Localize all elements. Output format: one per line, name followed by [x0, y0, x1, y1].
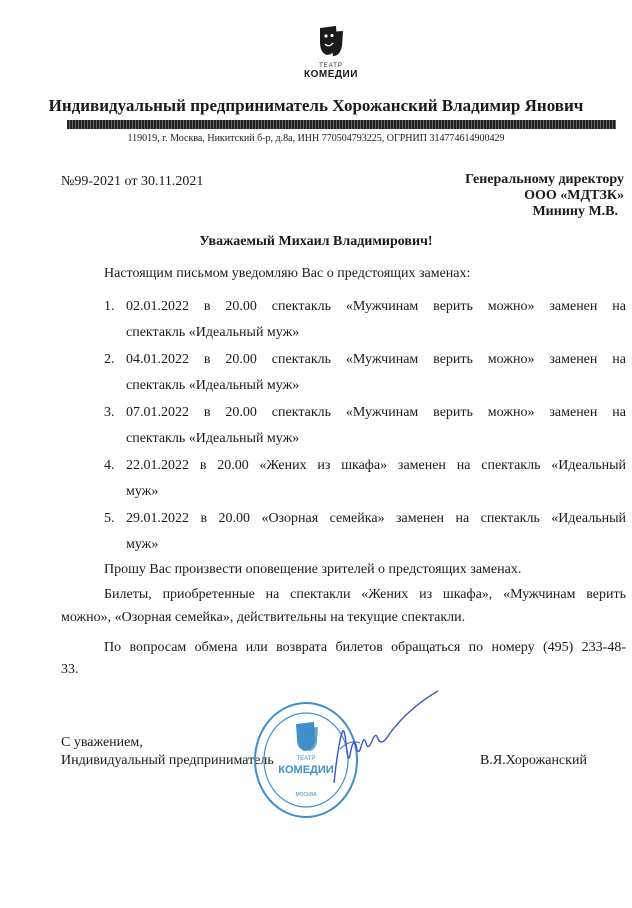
sender-title: Индивидуальный предприниматель: [61, 753, 274, 768]
letter-reference: №99-2021 от 30.11.2021: [61, 174, 204, 189]
list-item-text: 07.01.2022 в 20.00 спектакль «Мужчинам верить можно» заменен на: [126, 405, 626, 420]
logo-caption-small: ТЕАТР: [319, 63, 343, 69]
greeting: Уважаемый Михаил Владимирович!: [199, 234, 433, 249]
list-item-text-cont: муж»: [126, 537, 159, 552]
list-item-text-cont: спектакль «Идеальный муж»: [126, 431, 300, 446]
list-item-text-cont: спектакль «Идеальный муж»: [126, 325, 300, 340]
entrepreneur-name: Индивидуальный предприниматель Хорожанский Владимир Янович: [48, 96, 584, 115]
tickets-paragraph: Билеты, приобретенные на спектакли «Жених из шкафа», «Мужчинам верить: [104, 587, 626, 602]
stamp-city: МОСКВА: [295, 792, 317, 798]
signature-icon: [320, 685, 450, 795]
stamp-caption-small: ТЕАТР: [296, 756, 316, 762]
entrepreneur-address: 119019, г. Москва, Никитский б-р, д.8а, ИНН 770504793225, ОГРНИП 314774614900429: [127, 133, 505, 144]
list-item-number: 2.: [104, 352, 115, 367]
list-item-text-cont: спектакль «Идеальный муж»: [126, 378, 300, 393]
list-item-text-cont: муж»: [126, 484, 159, 499]
recipient-line: Минину М.В.: [532, 204, 618, 219]
recipient-line: ООО «МДТЗК»: [524, 188, 624, 203]
list-item-text: 02.01.2022 в 20.00 спектакль «Мужчинам верить можно» заменен на: [126, 299, 626, 314]
theatre-masks-icon: [296, 22, 366, 62]
list-item-number: 4.: [104, 458, 115, 473]
handwritten-signature: [320, 685, 450, 795]
closing-line: С уважением,: [61, 735, 143, 750]
logo-caption-big: КОМЕДИИ: [304, 69, 358, 80]
stamp-caption: КОМЕДИИ: [278, 764, 334, 776]
header-divider: [67, 120, 616, 129]
recipient-line: Генеральному директору: [465, 172, 624, 187]
list-item-number: 1.: [104, 299, 115, 314]
questions-paragraph: По вопросам обмена или возврата билетов обращаться по номеру (495) 233-48-: [104, 640, 626, 655]
list-item-number: 5.: [104, 511, 115, 526]
signer-name: В.Я.Хорожанский: [480, 753, 587, 768]
list-item-number: 3.: [104, 405, 115, 420]
theatre-logo: [296, 22, 366, 80]
list-item-text: 22.01.2022 в 20.00 «Жених из шкафа» заменен на спектакль «Идеальный: [126, 458, 626, 473]
list-item-text: 29.01.2022 в 20.00 «Озорная семейка» заменен на спектакль «Идеальный: [126, 511, 626, 526]
questions-paragraph-cont: 33.: [61, 662, 79, 677]
request-paragraph: Прошу Вас произвести оповещение зрителей о предстоящих заменах.: [104, 562, 522, 577]
intro-paragraph: Настоящим письмом уведомляю Вас о предстоящих заменах:: [104, 266, 471, 281]
list-item-text: 04.01.2022 в 20.00 спектакль «Мужчинам верить можно» заменен на: [126, 352, 626, 367]
tickets-paragraph-cont: можно», «Озорная семейка», действительны на текущие спектакли.: [61, 610, 466, 625]
